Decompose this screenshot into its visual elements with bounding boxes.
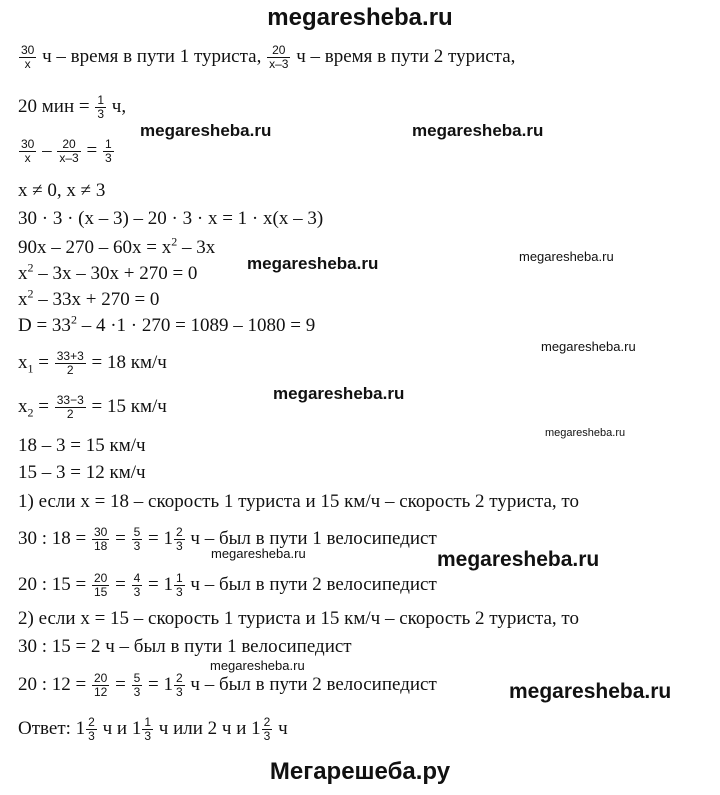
fraction: $\frac{33+3}{2}$ [56, 349, 84, 377]
fraction: $\frac{1}{3}$ [175, 571, 183, 599]
solution-line-8: $x^2 - 33x + 270 = 0$ [18, 286, 160, 310]
fraction: $\frac{5}{3}$ [133, 671, 141, 699]
watermark: megaresheba.ru [247, 254, 379, 273]
solution-line-12: 18 – 3 = 15 км/ч [18, 435, 146, 456]
site-header: megaresheba.ru [267, 4, 453, 31]
fraction: $\frac{33-3}{2}$ [56, 393, 84, 421]
answer-line: Ответ: 1 $\frac{2}{3}$ ч и 1 $\frac{1}{3}$ ч или 2 ч и 1 $\frac{2}{3}$ ч [18, 715, 288, 743]
case-1-line-2: 20 : 15 = $\frac{20}{15}$ = $\frac{4}{3}$ = 1 $\frac{1}{3}$ ч – был в пути 2 велосипедист [18, 571, 437, 599]
watermark: megaresheba.ru [519, 249, 614, 264]
fraction: $\frac{30}{18}$ [94, 525, 108, 553]
case-2-line-1: 30 : 15 = 2 ч – был в пути 1 велосипедист [18, 636, 352, 657]
watermark: megaresheba.ru [211, 546, 306, 561]
fraction: $\frac{20}{x-3}$ [269, 43, 289, 71]
root-x1-line: $x_1$ = $\frac{33+3}{2}$ = 18 км/ч [18, 349, 167, 377]
solution-line-6: $90x - 270 - 60x = x^2 - 3x$ [18, 234, 216, 258]
solution-line-1: $\frac{30}{x}$ ч – время в пути 1 туриста, $\frac{20}{x-3}$ ч – время в пути 2 туриста, [21, 43, 516, 71]
solution-line-5: 30 · 3 · (x – 3) – 20 · 3 · x = 1 · x(x – 3) [18, 208, 324, 229]
equation-line: $\frac{30}{x}$ – $\frac{20}{x-3}$ = $\frac{1}{3}$ [21, 137, 112, 165]
root-x2-line: $x_2$ = $\frac{33-3}{2}$ = 15 км/ч [18, 393, 167, 421]
fraction: $\frac{30}{x}$ [21, 137, 35, 165]
solution-line-7: $x^2 - 3x - 30x + 270 = 0$ [18, 260, 198, 284]
fraction: $\frac{2}{3}$ [263, 715, 271, 743]
case-2-line-2: 20 : 12 = $\frac{20}{12}$ = $\frac{5}{3}$ = 1 $\frac{2}{3}$ ч – был в пути 2 велосипедист [18, 671, 437, 699]
fraction: $\frac{1}{3}$ [104, 137, 112, 165]
watermark: megaresheba.ru [545, 427, 626, 439]
fraction: $\frac{1}{3}$ [144, 715, 152, 743]
fraction: $\frac{5}{3}$ [133, 525, 141, 553]
fraction: $\frac{1}{3}$ [97, 93, 105, 121]
watermark: megaresheba.ru [273, 384, 405, 403]
fraction: $\frac{2}{3}$ [175, 671, 183, 699]
solution-line-2: 20 мин = $\frac{1}{3}$ ч, [18, 93, 127, 121]
fraction: $\frac{2}{3}$ [88, 715, 95, 743]
watermark: megaresheba.ru [437, 548, 600, 571]
site-footer: Мегарешеба.ру [269, 758, 451, 785]
case-1-line-1: 30 : 18 = $\frac{30}{18}$ = $\frac{5}{3}$ = 1 $\frac{2}{3}$ ч – был в пути 1 велосипедист [18, 525, 437, 553]
fraction: $\frac{20}{x-3}$ [59, 137, 79, 165]
watermark: megaresheba.ru [140, 121, 272, 140]
solution-line-13: 15 – 3 = 12 км/ч [18, 462, 146, 483]
fraction: $\frac{2}{3}$ [175, 525, 183, 553]
case-2-heading: 2) если x = 15 – скорость 1 туриста и 15 км/ч – скорость 2 туриста, то [18, 608, 579, 629]
domain-line: x ≠ 0, x ≠ 3 [18, 180, 106, 201]
fraction: $\frac{20}{15}$ [94, 571, 108, 599]
discriminant-line: $D = 33^2 - 4 \cdot 1 \cdot 270 = 1089 - 1080 = 9$ [18, 312, 316, 336]
watermark: megaresheba.ru [210, 658, 305, 673]
watermark: megaresheba.ru [412, 121, 544, 140]
fraction: $\frac{20}{12}$ [94, 671, 108, 699]
watermark: megaresheba.ru [509, 680, 672, 703]
watermark: megaresheba.ru [541, 339, 636, 354]
fraction: $\frac{30}{x}$ [21, 43, 35, 71]
fraction: $\frac{4}{3}$ [133, 571, 141, 599]
case-1-heading: 1) если x = 18 – скорость 1 туриста и 15 км/ч – скорость 2 туриста, то [18, 491, 579, 512]
